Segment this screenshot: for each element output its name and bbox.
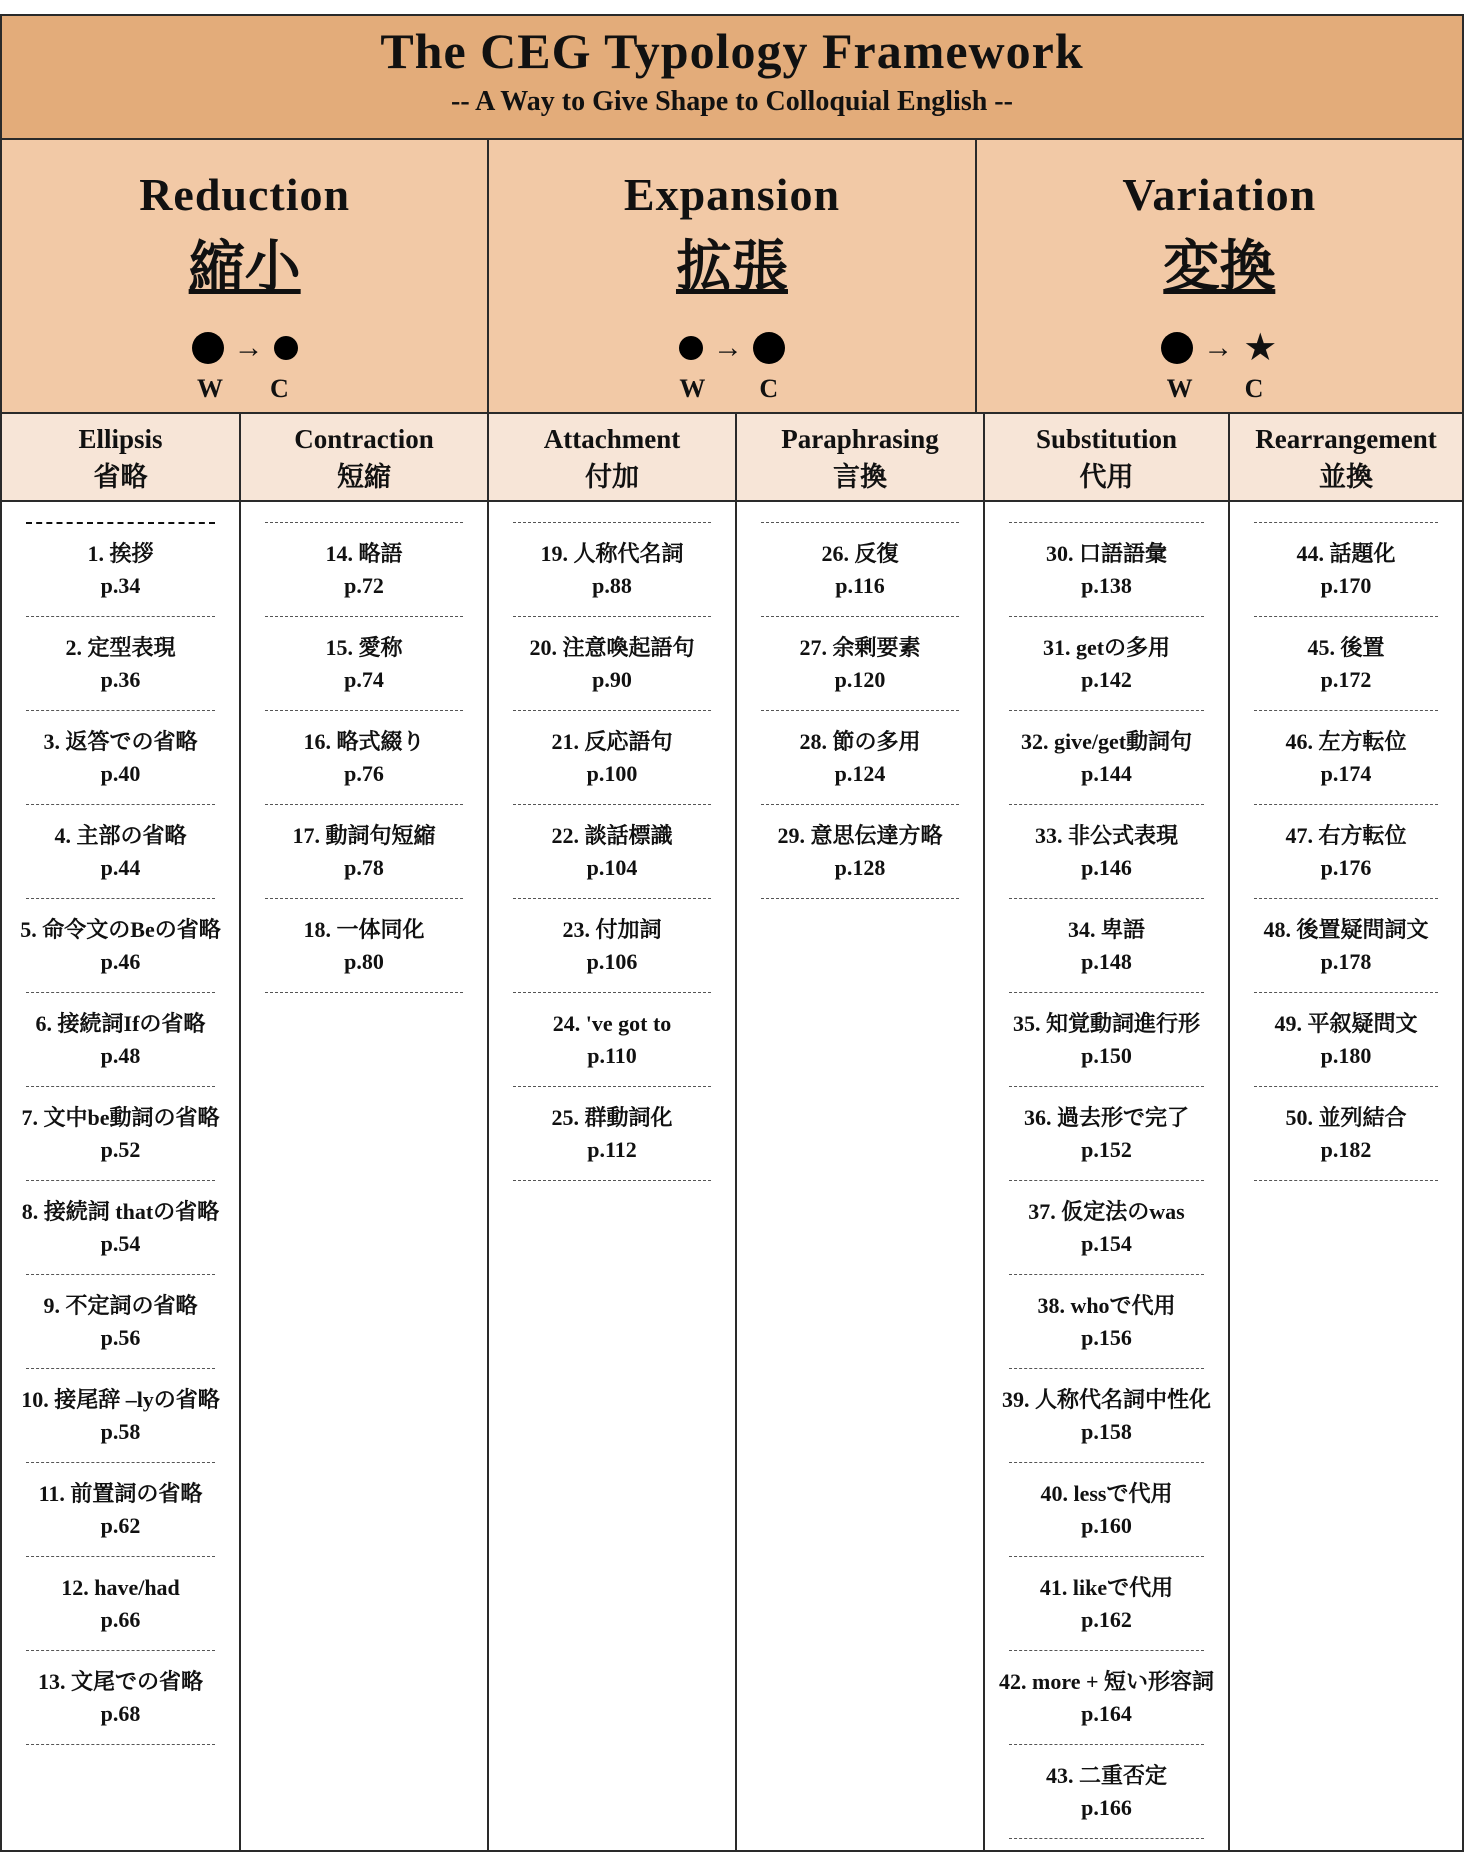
item-page: p.74: [344, 667, 384, 692]
separator: [1009, 1650, 1204, 1651]
separator: [1009, 710, 1204, 711]
separator: [265, 710, 463, 711]
separator: [265, 616, 463, 617]
item-label: 47. 右方転位: [1285, 823, 1407, 848]
column-contraction: [239, 502, 487, 1850]
small-circle-icon: [679, 336, 703, 360]
item-page: p.104: [586, 855, 638, 880]
separator: [1009, 1462, 1204, 1463]
item-page: p.166: [1081, 1795, 1132, 1820]
item-page: p.62: [100, 1513, 141, 1538]
list-item: [241, 726, 487, 790]
item-page: p.34: [100, 573, 141, 598]
item-label: 29. 意思伝達方略: [777, 823, 943, 848]
item-page: p.178: [1320, 949, 1372, 974]
item-page: p.182: [1320, 1137, 1372, 1162]
right-arrow-icon: →: [1203, 331, 1234, 364]
list-item: [2, 914, 239, 978]
separator: [26, 522, 215, 524]
list-item: [1230, 632, 1462, 696]
separator: [1254, 898, 1438, 899]
separator: [1009, 1556, 1204, 1557]
item-page: p.138: [1081, 573, 1132, 598]
list-item: [489, 632, 735, 696]
category-band: [2, 140, 1462, 414]
subcategory-contraction: Contraction 短縮: [239, 414, 487, 500]
item-page: p.174: [1320, 761, 1372, 786]
list-item: [2, 1572, 239, 1636]
item-label: 10. 接尾辞 –lyの省略: [21, 1387, 220, 1412]
separator: [1009, 804, 1204, 805]
separator: [26, 616, 215, 617]
item-page: p.46: [100, 949, 141, 974]
item-page: p.160: [1081, 1513, 1132, 1538]
list-item: [985, 1102, 1228, 1166]
separator: [1009, 1838, 1204, 1839]
item-page: p.124: [834, 761, 886, 786]
list-item: [489, 1102, 735, 1166]
item-page: p.176: [1320, 855, 1372, 880]
item-label: 22. 談話標識: [551, 823, 673, 848]
category-reduction: [2, 140, 487, 412]
list-item: [985, 1478, 1228, 1542]
item-label: 18. 一体同化: [303, 917, 425, 942]
item-page: p.106: [586, 949, 638, 974]
item-page: p.68: [100, 1701, 141, 1726]
item-page: p.172: [1320, 667, 1372, 692]
item-label: 6. 接続詞Ifの省略: [35, 1011, 206, 1036]
list-item: [489, 538, 735, 602]
column-ellipsis: [2, 502, 239, 1850]
item-page: p.58: [100, 1419, 141, 1444]
separator: [513, 1180, 711, 1181]
separator: [26, 1180, 215, 1181]
subcategory-attachment: Attachment 付加: [487, 414, 735, 500]
item-label: 32. give/get動詞句: [1020, 729, 1193, 754]
c-label: C: [759, 374, 779, 403]
list-item: [1230, 914, 1462, 978]
item-label: 1. 挨拶: [87, 541, 154, 566]
category-variation: [975, 140, 1462, 412]
item-page: p.52: [100, 1137, 141, 1162]
separator: [761, 898, 959, 899]
item-label: 48. 後置疑問詞文: [1263, 917, 1429, 942]
item-label: 39. 人称代名詞中性化: [1001, 1387, 1211, 1412]
category-title-jp: 拡張: [675, 237, 788, 299]
subcategory-rearrangement: Rearrangement 並換: [1228, 414, 1462, 500]
small-circle-icon: [274, 336, 298, 360]
list-item: [2, 1384, 239, 1448]
list-item: [489, 914, 735, 978]
item-page: p.120: [834, 667, 886, 692]
item-page: p.142: [1081, 667, 1132, 692]
item-page: p.72: [344, 573, 384, 598]
separator: [265, 522, 463, 523]
list-item: [2, 820, 239, 884]
item-label: 28. 節の多用: [799, 729, 921, 754]
separator: [1009, 616, 1204, 617]
separator: [513, 522, 711, 523]
separator: [761, 804, 959, 805]
page-title: The CEG Typology Framework: [380, 23, 1084, 79]
separator: [761, 710, 959, 711]
separator: [26, 804, 215, 805]
item-label: 15. 愛称: [325, 635, 403, 660]
list-item: [985, 726, 1228, 790]
separator: [1254, 522, 1438, 523]
item-page: p.116: [835, 573, 885, 598]
item-label: 13. 文尾での省略: [37, 1669, 203, 1694]
list-item: [241, 538, 487, 602]
item-page: p.48: [100, 1043, 141, 1068]
separator: [26, 1650, 215, 1651]
separator: [26, 1368, 215, 1369]
list-item: [1230, 820, 1462, 884]
column-attachment: [487, 502, 735, 1850]
item-page: p.170: [1320, 573, 1372, 598]
list-item: [1230, 538, 1462, 602]
page-subtitle: -- A Way to Give Shape to Colloquial English --: [451, 86, 1013, 117]
list-item: [985, 538, 1228, 602]
separator: [265, 992, 463, 993]
separator: [1009, 992, 1204, 993]
large-circle-icon: [1161, 332, 1193, 364]
large-circle-icon: [192, 332, 224, 364]
subcategory-band: [2, 414, 1462, 502]
item-label: 44. 話題化: [1296, 541, 1396, 566]
star-icon: ★: [1243, 327, 1278, 369]
list-item: [241, 820, 487, 884]
w-label: W: [197, 374, 223, 403]
list-item: [2, 1290, 239, 1354]
separator: [26, 1744, 215, 1745]
item-page: p.110: [587, 1043, 637, 1068]
separator: [26, 1274, 215, 1275]
item-label: 45. 後置: [1307, 635, 1385, 660]
list-item: [985, 1008, 1228, 1072]
separator: [513, 992, 711, 993]
item-label: 30. 口語語彙: [1045, 541, 1167, 566]
list-item: [2, 1008, 239, 1072]
item-label: 27. 余剰要素: [799, 635, 921, 660]
list-item: [737, 726, 983, 790]
item-label: 50. 並列結合: [1285, 1105, 1407, 1130]
separator: [1009, 898, 1204, 899]
item-page: p.152: [1081, 1137, 1132, 1162]
item-label: 42. more + 短い形容詞: [999, 1669, 1214, 1694]
item-label: 31. getの多用: [1042, 635, 1171, 660]
separator: [1009, 1274, 1204, 1275]
item-page: p.40: [100, 761, 141, 786]
item-label: 37. 仮定法のwas: [1028, 1199, 1185, 1224]
item-page: p.80: [344, 949, 384, 974]
item-page: p.44: [100, 855, 141, 880]
variation-symbol: [977, 328, 1462, 368]
column-rearrangement: [1228, 502, 1462, 1850]
subcategory-ellipsis: Ellipsis 省略: [78, 424, 163, 492]
item-label: 23. 付加詞: [562, 917, 662, 942]
separator: [1254, 1086, 1438, 1087]
list-item: [2, 1196, 239, 1260]
separator: [26, 1462, 215, 1463]
separator: [26, 992, 215, 993]
category-title-en: Expansion: [623, 169, 841, 220]
list-item: [737, 538, 983, 602]
item-label: 21. 反応語句: [551, 729, 673, 754]
item-label: 16. 略式綴り: [303, 729, 425, 754]
item-label: 5. 命令文のBeの省略: [20, 917, 221, 942]
list-item: [489, 820, 735, 884]
c-label: C: [270, 374, 289, 403]
list-item: [985, 914, 1228, 978]
column-substitution: [983, 502, 1228, 1850]
item-page: p.54: [100, 1231, 141, 1256]
item-page: p.158: [1081, 1419, 1132, 1444]
column-paraphrasing: [735, 502, 983, 1850]
item-label: 36. 過去形で完了: [1023, 1105, 1189, 1130]
list-item: [985, 1384, 1228, 1448]
list-item: [489, 1008, 735, 1072]
item-page: p.88: [592, 573, 632, 598]
item-label: 12. have/had: [61, 1575, 180, 1600]
separator: [26, 898, 215, 899]
list-item: [2, 1666, 239, 1730]
item-label: 40. lessで代用: [1040, 1481, 1173, 1506]
item-label: 20. 注意喚起語句: [529, 635, 695, 660]
separator: [265, 898, 463, 899]
list-item: [2, 538, 239, 602]
separator: [26, 710, 215, 711]
item-page: p.148: [1081, 949, 1132, 974]
separator: [1009, 1744, 1204, 1745]
item-label: 46. 左方転位: [1285, 729, 1407, 754]
framework-table: [0, 14, 1464, 1852]
category-expansion: [487, 140, 974, 412]
list-item: [737, 632, 983, 696]
separator: [513, 898, 711, 899]
list-item: [2, 1102, 239, 1166]
list-item: [985, 820, 1228, 884]
item-label: 26. 反復: [821, 541, 899, 566]
item-label: 35. 知覚動詞進行形: [1012, 1011, 1200, 1036]
separator: [1254, 804, 1438, 805]
separator: [1009, 1368, 1204, 1369]
item-label: 11. 前置詞の省略: [38, 1481, 203, 1506]
list-item: [1230, 1008, 1462, 1072]
item-page: p.144: [1081, 761, 1132, 786]
entry-columns: [2, 502, 1462, 1850]
category-title-jp: 変換: [1163, 237, 1276, 299]
reduction-symbol: [2, 328, 487, 368]
category-title-en: Reduction: [139, 169, 351, 220]
w-label: W: [1166, 374, 1193, 403]
c-label: C: [1244, 374, 1264, 403]
item-page: p.66: [100, 1607, 141, 1632]
separator: [26, 1086, 215, 1087]
title-band: [2, 16, 1462, 140]
separator: [26, 1556, 215, 1557]
separator: [1254, 992, 1438, 993]
list-item: [737, 820, 983, 884]
separator: [761, 616, 959, 617]
item-label: 38. whoで代用: [1037, 1293, 1176, 1318]
item-page: p.128: [834, 855, 886, 880]
item-label: 14. 略語: [325, 541, 403, 566]
item-page: p.180: [1320, 1043, 1372, 1068]
item-page: p.56: [100, 1325, 141, 1350]
separator: [513, 616, 711, 617]
item-page: p.90: [592, 667, 632, 692]
list-item: [985, 1760, 1228, 1824]
item-label: 17. 動詞句短縮: [292, 823, 436, 848]
list-item: [2, 726, 239, 790]
separator: [1254, 1180, 1438, 1181]
item-label: 33. 非公式表現: [1034, 823, 1178, 848]
item-label: 49. 平叙疑問文: [1274, 1011, 1418, 1036]
separator: [265, 804, 463, 805]
list-item: [241, 914, 487, 978]
item-label: 3. 返答での省略: [43, 729, 198, 754]
item-page: p.112: [587, 1137, 637, 1162]
separator: [1009, 522, 1204, 523]
list-item: [985, 1196, 1228, 1260]
item-label: 25. 群動詞化: [551, 1105, 673, 1130]
list-item: [2, 632, 239, 696]
item-label: 19. 人称代名詞: [540, 541, 684, 566]
list-item: [2, 1478, 239, 1542]
subcategory-substitution: Substitution 代用: [983, 414, 1228, 500]
item-label: 8. 接続詞 thatの省略: [21, 1199, 220, 1224]
separator: [1009, 1180, 1204, 1181]
list-item: [985, 632, 1228, 696]
item-page: p.78: [344, 855, 384, 880]
separator: [1009, 1086, 1204, 1087]
category-title-jp: 縮小: [188, 237, 301, 299]
w-label: W: [679, 374, 706, 403]
item-page: p.100: [586, 761, 638, 786]
separator: [513, 710, 711, 711]
item-label: 9. 不定詞の省略: [43, 1293, 198, 1318]
right-arrow-icon: →: [712, 331, 743, 364]
separator: [1254, 710, 1438, 711]
category-title-en: Variation: [1122, 169, 1317, 220]
separator: [761, 522, 959, 523]
large-circle-icon: [753, 332, 785, 364]
item-page: p.150: [1081, 1043, 1132, 1068]
list-item: [985, 1666, 1228, 1730]
list-item: [1230, 726, 1462, 790]
item-page: p.154: [1081, 1231, 1132, 1256]
subcategory-paraphrasing: Paraphrasing 言換: [735, 414, 983, 500]
list-item: [985, 1290, 1228, 1354]
item-label: 34. 卑語: [1067, 917, 1145, 942]
separator: [513, 1086, 711, 1087]
separator: [1254, 616, 1438, 617]
item-page: p.162: [1081, 1607, 1132, 1632]
item-label: 4. 主部の省略: [54, 823, 187, 848]
item-label: 24. 've got to: [552, 1011, 672, 1036]
expansion-symbol: [489, 328, 974, 368]
list-item: [241, 632, 487, 696]
list-item: [1230, 1102, 1462, 1166]
list-item: [985, 1572, 1228, 1636]
item-label: 43. 二重否定: [1045, 1763, 1167, 1788]
item-page: p.156: [1081, 1325, 1132, 1350]
item-page: p.36: [100, 667, 141, 692]
item-page: p.76: [344, 761, 384, 786]
item-label: 7. 文中be動詞の省略: [21, 1105, 220, 1130]
list-item: [489, 726, 735, 790]
item-page: p.146: [1081, 855, 1132, 880]
item-page: p.164: [1081, 1701, 1132, 1726]
item-label: 41. likeで代用: [1039, 1575, 1174, 1600]
item-label: 2. 定型表現: [65, 635, 176, 660]
right-arrow-icon: →: [233, 331, 264, 364]
separator: [513, 804, 711, 805]
